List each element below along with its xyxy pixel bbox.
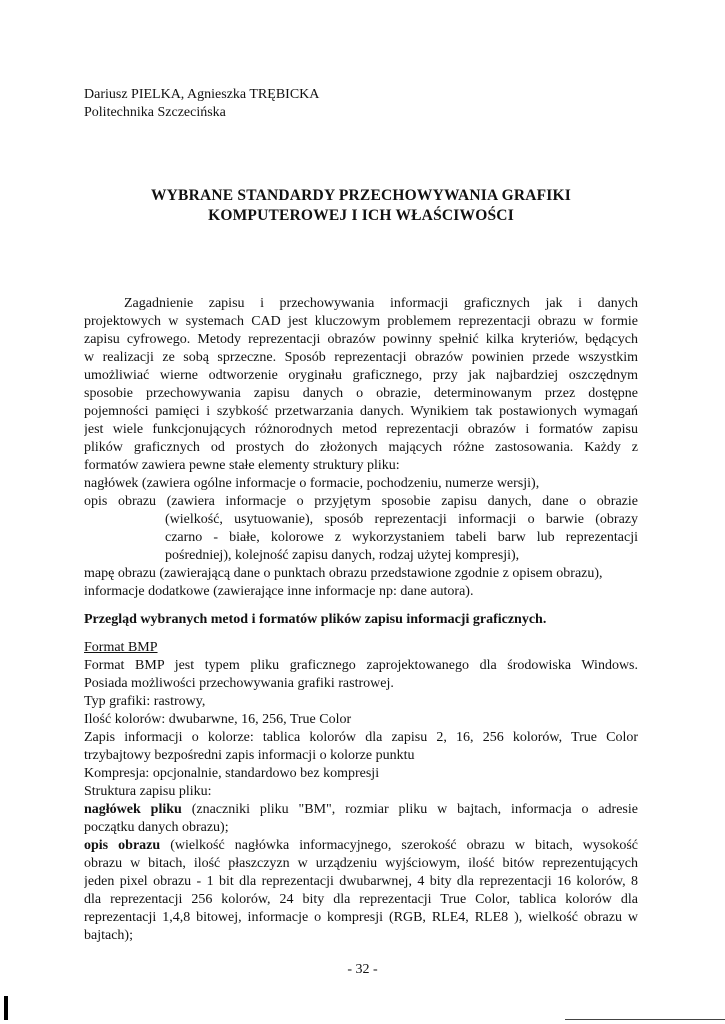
title-line-2: KOMPUTEROWEJ I ICH WŁAŚCIWOŚCI bbox=[208, 207, 514, 224]
naglowek-pliku-text: (znaczniki pliku "BM", rozmiar pliku w bajtach, informacja o adresie bbox=[181, 802, 638, 817]
intro-line: plików graficznych od prostych do złożonych mających różne zastosowania. Każdy z bbox=[84, 440, 638, 455]
intro-line: zapisu cyfrowego. Metody reprezentacji obrazów powinny spełnić kilka kryteriów, będących bbox=[84, 332, 638, 347]
bmp-opis-line: obrazu w bitach, ilość płaszczyzn w urządzeniu wyjściowym, ilość bitów reprezentujących bbox=[84, 856, 638, 871]
bmp-zapis-line: trzybajtowy bezpośredni zapis informacji o kolorze punktu bbox=[84, 748, 415, 763]
bmp-opis-line: dla reprezentacji 256 kolorów, 24 bity dla reprezentacji True Color, tablica kolorów dla bbox=[84, 892, 638, 907]
structure-item-opis bbox=[84, 493, 638, 565]
naglowek-pliku-label: nagłówek pliku bbox=[84, 802, 182, 817]
opis-line: (wielkość, usytuowanie), sposób reprezentacji informacji o barwie (obrazy bbox=[165, 512, 638, 527]
bmp-ilosc: Ilość kolorów: dwubarwne, 16, 256, True Color bbox=[84, 712, 352, 727]
intro-line: pojemności pamięci i szybkość przetwarzania danych. Wynikiem tak postawionych wymagań bbox=[84, 404, 638, 419]
intro-line: formatów zawiera pewne stałe elementy struktury pliku: bbox=[84, 458, 400, 473]
intro-paragraph bbox=[84, 295, 638, 475]
bmp-zapis-line: Zapis informacji o kolorze: tablica kolorów dla zapisu 2, 16, 256 kolorów, True Color bbox=[84, 730, 638, 745]
scan-bottom-line bbox=[565, 1019, 725, 1020]
intro-line: projektowych w systemach CAD jest kluczowym problemem reprezentacji obrazu w formie bbox=[84, 314, 638, 329]
opis-line: opis obrazu (zawiera informacje o przyjętym sposobie zapisu danych, dane o obrazie bbox=[84, 494, 638, 509]
bmp-desc-line: Format BMP jest typem pliku graficznego zaprojektowanego dla środowiska Windows. bbox=[84, 658, 638, 673]
intro-line: umożliwiać wierne odtworzenie oryginału graficznego, przy jak najbardziej oszczędnym bbox=[84, 368, 638, 383]
author-block bbox=[84, 86, 319, 122]
bmp-struktura: Struktura zapisu pliku: bbox=[84, 784, 212, 799]
structure-item-mapa: mapę obrazu (zawierającą dane o punktach obrazu przedstawione zgodnie z opisem obrazu), bbox=[84, 566, 603, 581]
bmp-typ: Typ grafiki: rastrowy, bbox=[84, 694, 206, 709]
structure-item-naglowek: nagłówek (zawiera ogólne informacje o formacie, pochodzeniu, numerze wersji), bbox=[84, 476, 540, 491]
bmp-heading: Format BMP bbox=[84, 640, 158, 655]
section-heading: Przegląd wybranych metod i formatów plików zapisu informacji graficznych. bbox=[84, 612, 547, 627]
bmp-desc-line: Posiada możliwości przechowywania grafiki rastrowej. bbox=[84, 676, 394, 691]
intro-line: w realizacji ze sobą sprzeczne. Sposób reprezentacji obrazów powinien przede wszystkim bbox=[84, 350, 638, 365]
intro-line: jest wiele funkcjonujących różnorodnych metod reprezentacji obrazów i formatów zapisu bbox=[84, 422, 638, 437]
body-text bbox=[84, 295, 638, 945]
bmp-opis-line bbox=[84, 837, 638, 855]
bmp-naglowek-line bbox=[84, 801, 638, 819]
structure-item-info: informacje dodatkowe (zawierające inne informacje np: dane autora). bbox=[84, 584, 474, 599]
opis-obrazu-label: opis obrazu bbox=[84, 838, 161, 853]
author-names: Dariusz PIELKA, Agnieszka TRĘBICKA bbox=[84, 87, 320, 102]
bmp-opis-line: jeden pixel obrazu - 1 bit dla reprezentacji dwubarwnej, 4 bity dla reprezentacji 16 kolorów, 8 bbox=[84, 874, 638, 889]
title-line-1: WYBRANE STANDARDY PRZECHOWYWANIA GRAFIKI bbox=[150, 187, 572, 204]
bmp-section bbox=[84, 639, 638, 945]
bmp-opis-line: reprezentacji 1,4,8 bitowej, informacje o kompresji (RGB, RLE4, RLE8 ), wielkość obrazu w bbox=[84, 910, 638, 925]
bmp-opis-line: bajtach); bbox=[84, 928, 133, 943]
intro-line: Zagadnienie zapisu i przechowywania informacji graficznych jak i danych bbox=[124, 296, 638, 311]
scan-edge-mark bbox=[4, 996, 8, 1020]
page-number: - 32 - bbox=[347, 962, 378, 977]
paper-title bbox=[84, 186, 638, 226]
bmp-naglowek-line: początku danych obrazu); bbox=[84, 820, 229, 835]
bmp-kompresja: Kompresja: opcjonalnie, standardowo bez kompresji bbox=[84, 766, 380, 781]
opis-obrazu-text: (wielkość nagłówka informacyjnego, szerokość obrazu w bitach, wysokość bbox=[160, 838, 638, 853]
author-affiliation: Politechnika Szczecińska bbox=[84, 105, 226, 120]
opis-line: pośredniej), kolejność zapisu danych, rodzaj użytej kompresji), bbox=[165, 548, 520, 563]
opis-line: czarno - białe, kolorowe z wykorzystaniem tabeli barw lub reprezentacji bbox=[165, 530, 638, 545]
intro-line: sposobie przechowywania zapisu danych o obrazie, determinowanym przez dostępne bbox=[84, 386, 638, 401]
